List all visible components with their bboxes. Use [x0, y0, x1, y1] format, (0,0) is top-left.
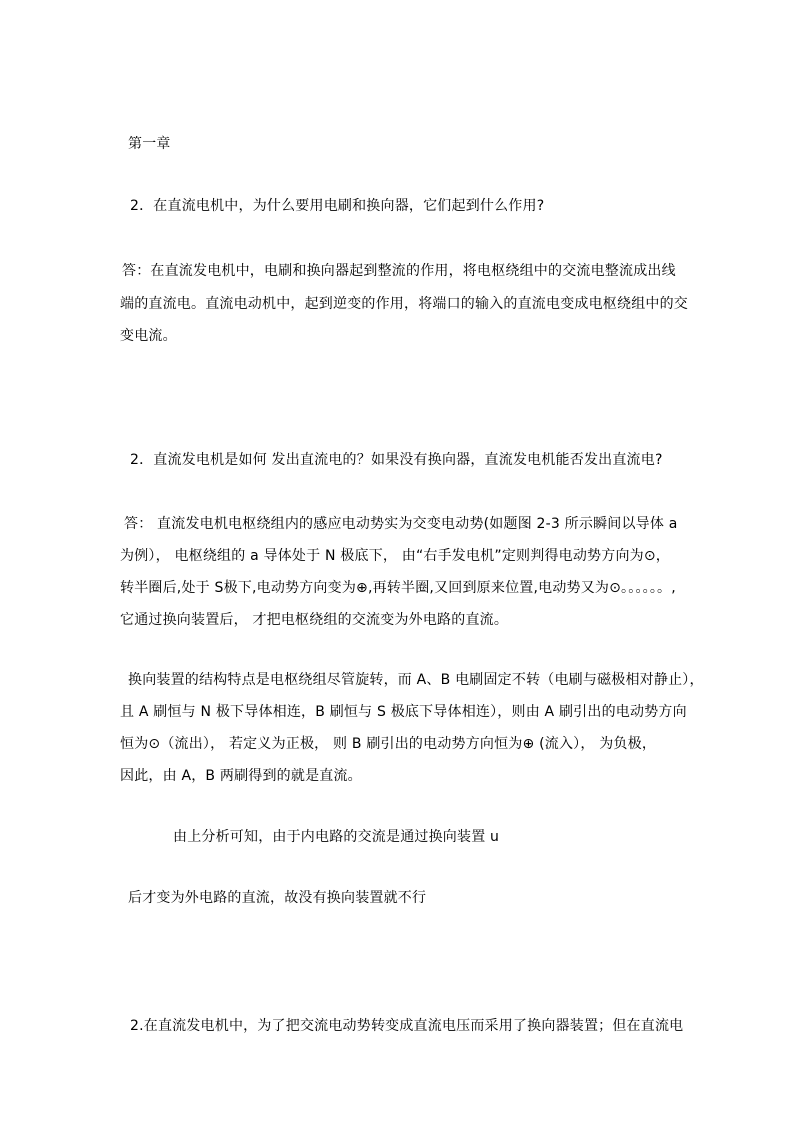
answer-2-line-2: 为例）， 电枢绕组的 a 导体处于 N 极底下， 由“右手发电机”定则判得电动势方向为⊙，	[120, 548, 670, 564]
question-2: 2．直流发电机是如何 发出直流电的？如果没有换向器，直流发电机能否发出直流电?	[130, 452, 663, 468]
question-3: 2.在直流发电机中，为了把交流电动势转变成直流电压而采用了换向器装置；但在直流电	[130, 1018, 684, 1034]
answer-1-line-2: 端的直流电。直流电动机中，起到逆变的作用，将端口的输入的直流电变成电枢绕组中的交	[120, 296, 688, 312]
answer-2-line-4: 它通过换向装置后， 才把电枢绕组的交流变为外电路的直流。	[120, 612, 509, 628]
answer-2-line-3: 转半圈后,处于 S极下,电动势方向变为⊕,再转半圈,又回到原来位置,电动势又为⊙。。。。。。,	[120, 580, 676, 596]
question-1: 2．在直流电机中，为什么要用电刷和换向器，它们起到什么作用?	[130, 198, 545, 214]
answer-1-line-1: 答：在直流发电机中，电刷和换向器起到整流的作用，将电枢绕组中的交流电整流成出线	[122, 263, 676, 279]
chapter-title: 第一章	[128, 136, 171, 152]
paragraph-line-4: 因此，由 A，B 两刷得到的就是直流。	[120, 768, 362, 784]
conclusion-line-2: 后才变为外电路的直流，故没有换向装置就不行	[128, 890, 427, 906]
paragraph-line-1: 换向装置的结构特点是电枢绕组尽管旋转，而 A、B 电刷固定不转（电刷与磁极相对静止），	[128, 672, 704, 688]
answer-2-line-1: 答： 直流发电机电枢绕组内的感应电动势实为交变电动势(如题图 2-3 所示瞬间以导体 a	[124, 516, 678, 532]
paragraph-line-2: 且 A 刷恒与 N 极下导体相连，B 刷恒与 S 极底下导体相连），则由 A 刷引出的电动势方向	[120, 704, 687, 720]
paragraph-line-3: 恒为⊙（流出）， 若定义为正极， 则 B 刷引出的电动势方向恒为⊕ (流入）， 为负极，	[120, 736, 657, 752]
answer-1-line-3: 变电流。	[120, 328, 177, 344]
conclusion-line-1: 由上分析可知，由于内电路的交流是通过换向装置 u	[173, 829, 500, 845]
